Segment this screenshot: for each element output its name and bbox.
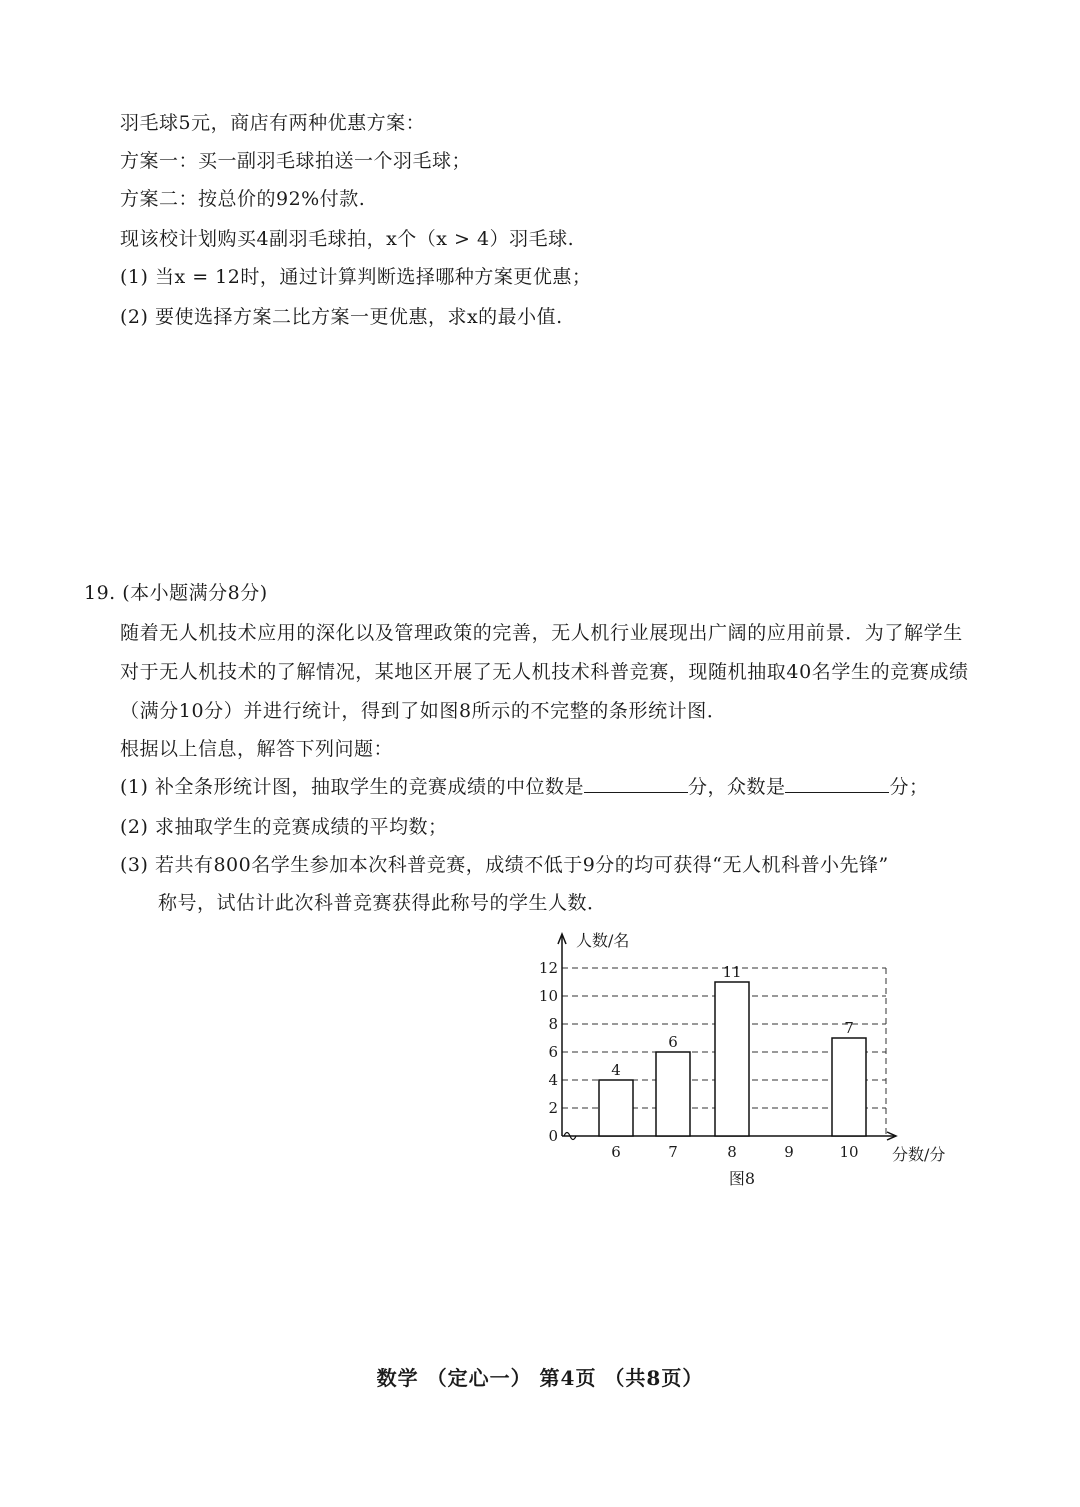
bar-value-label: 6 — [668, 1033, 678, 1051]
q19-heading: 19. (本小题满分8分) — [84, 582, 268, 604]
x-tick-label: 7 — [668, 1143, 678, 1161]
q19-paragraph: 随着无人机技术应用的深化以及管理政策的完善，无人机行业展现出广阔的应用前景．为了解学生对于无人机技术的了解情况，某地区开展了无人机技术科普竞赛，现随机抽取40名学生的竞赛成绩（满分10分）并进行统计，得到了如图8所示的不完整的条形统计图． — [120, 622, 969, 722]
y-tick-label: 4 — [548, 1071, 558, 1089]
q19-subquestion-1 — [120, 772, 929, 799]
q18-subquestion-2: (2) 要使选择方案二比方案一更优惠，求x的最小值. — [120, 306, 563, 328]
bar-value-label: 11 — [722, 963, 742, 981]
median-answer-blank[interactable] — [584, 774, 688, 793]
q19-lead: 根据以上信息，解答下列问题： — [120, 738, 394, 760]
page-footer: 数学 （定心一） 第4页 （共8页） — [376, 1366, 704, 1390]
y-tick-label: 12 — [538, 959, 558, 977]
bar-value-label: 4 — [611, 1061, 621, 1079]
x-tick-label: 6 — [611, 1143, 621, 1161]
q19-s1-part-b: 分，众数是 — [687, 776, 786, 798]
bar-chart-svg — [520, 922, 980, 1192]
q19-s1-part-a: (1) 补全条形统计图，抽取学生的竞赛成绩的中位数是 — [120, 776, 584, 798]
x-tick-label: 9 — [784, 1143, 794, 1161]
y-tick-label: 6 — [548, 1043, 558, 1061]
bar-chart — [520, 922, 980, 1192]
bar — [599, 1080, 633, 1136]
bar — [715, 982, 749, 1136]
y-tick-label: 8 — [548, 1015, 558, 1033]
bar-value-label: 7 — [844, 1019, 854, 1037]
q18-plan-two: 方案二：按总价的92%付款. — [120, 188, 366, 210]
y-tick-label: 2 — [548, 1099, 558, 1117]
q19-subquestion-2: (2) 求抽取学生的竞赛成绩的平均数； — [120, 816, 448, 838]
y-tick-label: 0 — [548, 1127, 558, 1145]
figure-caption: 图8 — [728, 1169, 756, 1188]
x-axis-title: 分数/分 — [892, 1145, 946, 1164]
y-axis-title: 人数/名 — [576, 931, 630, 950]
q18-purchase: 现该校计划购买4副羽毛球拍，x个（x > 4）羽毛球. — [120, 228, 575, 250]
q18-intro: 羽毛球5元，商店有两种优惠方案： — [120, 112, 426, 134]
q18-plan-one: 方案一：买一副羽毛球拍送一个羽毛球； — [120, 150, 472, 172]
bar — [656, 1052, 690, 1136]
q18-subquestion-1: (1) 当x = 12时，通过计算判断选择哪种方案更优惠； — [120, 266, 592, 288]
q19-subquestion-3: (3) 若共有800名学生参加本次科普竞赛，成绩不低于9分的均可获得“无人机科普小先锋” — [120, 854, 889, 876]
q19-s1-part-c: 分； — [889, 776, 929, 798]
mode-answer-blank[interactable] — [785, 774, 889, 793]
x-tick-label: 8 — [727, 1143, 737, 1161]
bar — [832, 1038, 866, 1136]
y-tick-label: 10 — [538, 987, 558, 1005]
q19-subquestion-3-cont: 称号，试估计此次科普竞赛获得此称号的学生人数． — [158, 892, 607, 914]
x-tick-label: 10 — [839, 1143, 859, 1161]
